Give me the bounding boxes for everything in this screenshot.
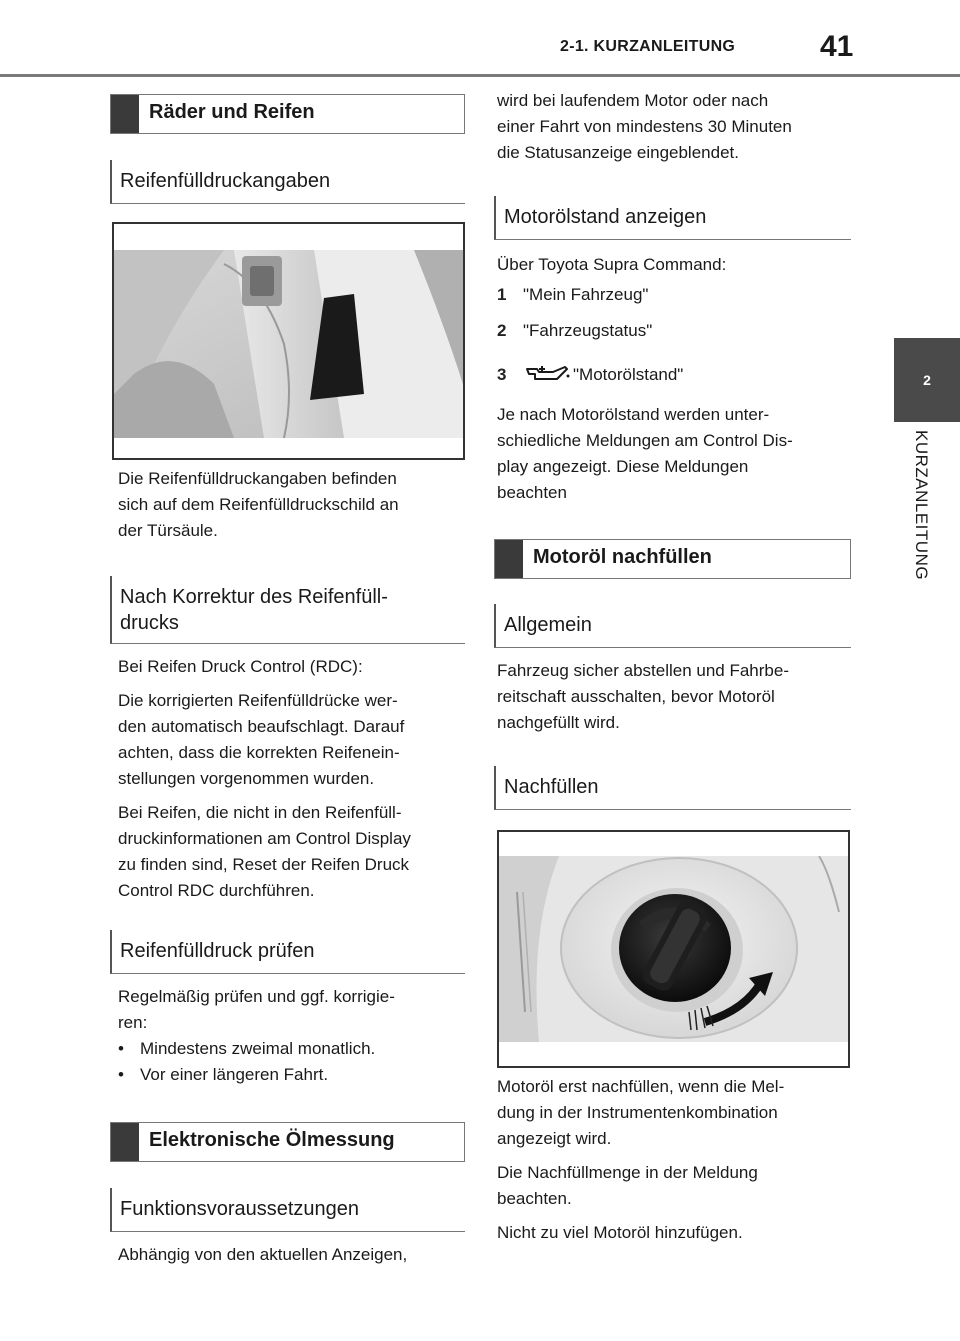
- subheading-motoroelstand-anzeigen: [494, 196, 851, 240]
- step-number: 1: [497, 285, 507, 304]
- text-line: Regelmäßig prüfen und ggf. korrigie-: [118, 987, 395, 1006]
- chapter-tab-number: 2: [894, 338, 960, 422]
- text-line: Motoröl erst nachfüllen, wenn die Mel-: [497, 1077, 785, 1096]
- step-2: [497, 318, 857, 344]
- heading-bar: [495, 540, 523, 578]
- paragraph-depending-on-displays: [118, 1242, 468, 1268]
- text-line: drucks: [120, 612, 179, 634]
- heading-elektronische-oelmessung: [110, 1122, 465, 1162]
- paragraph-fill-amount: [497, 1160, 857, 1212]
- text-line: Bei Reifen, die nicht in den Reifenfüll-: [118, 803, 402, 822]
- bullet-item: • Vor einer längeren Fahrt.: [118, 1065, 329, 1084]
- subheading-text: Reifenfülldruck prüfen: [120, 940, 315, 962]
- subheading-reifenfuelldruckangaben: [110, 160, 465, 204]
- heading-text: Räder und Reifen: [149, 101, 315, 123]
- text-line: einer Fahrt von mindestens 30 Minuten: [497, 117, 792, 136]
- text-line: nachgefüllt wird.: [497, 713, 620, 732]
- step-text: "Fahrzeugstatus": [523, 321, 653, 340]
- subheading-text: Funktionsvoraussetzungen: [120, 1198, 360, 1220]
- subheading-funktionsvoraussetzungen: [110, 1188, 465, 1232]
- bullet-item: • Mindestens zweimal monatlich.: [118, 1039, 376, 1058]
- subheading-reifenfuelldruck-pruefen: [110, 930, 465, 974]
- text-line: Nach Korrektur des Reifenfüll-: [120, 586, 388, 608]
- paragraph-reset-rdc: [118, 800, 468, 904]
- step-1: [497, 282, 857, 308]
- subheading-text: Reifenfülldruckangaben: [120, 170, 331, 192]
- text-line: reitschaft ausschalten, bevor Motoröl: [497, 687, 775, 706]
- text-line: Control RDC durchführen.: [118, 881, 315, 900]
- step-3: [497, 362, 857, 388]
- heading-bar: [111, 1123, 139, 1161]
- text-line: Die korrigierten Reifenfülldrücke wer-: [118, 691, 398, 710]
- oil-can-icon: [523, 363, 571, 385]
- text-line: wird bei laufendem Motor oder nach: [497, 91, 769, 110]
- text-line: angezeigt wird.: [497, 1129, 612, 1148]
- step-text: "Mein Fahrzeug": [523, 285, 649, 304]
- subheading-text: [120, 584, 388, 636]
- subheading-text: Nachfüllen: [504, 776, 599, 798]
- subheading-allgemein: [494, 604, 851, 648]
- text-line: dung in der Instrumentenkombination: [497, 1103, 778, 1122]
- step-number: 2: [497, 321, 507, 340]
- page-number: 41: [820, 30, 854, 63]
- subheading-nachfuellen: [494, 766, 851, 810]
- paragraph-supra-command: [497, 252, 857, 278]
- text-line: zu finden sind, Reset der Reifen Druck: [118, 855, 410, 874]
- text-line: Abhängig von den aktuellen Anzeigen,: [118, 1245, 408, 1264]
- text-line: Die Nachfüllmenge in der Meldung: [497, 1163, 758, 1182]
- text-line: Bei Reifen Druck Control (RDC):: [118, 657, 363, 676]
- subheading-text: Allgemein: [504, 614, 592, 636]
- text-line: Die Reifenfülldruckangaben befinden: [118, 469, 397, 488]
- text-line: play angezeigt. Diese Meldungen: [497, 457, 749, 476]
- text-line: Fahrzeug sicher abstellen und Fahrbe-: [497, 661, 789, 680]
- text-line: Über Toyota Supra Command:: [497, 255, 727, 274]
- heading-text: Elektronische Ölmessung: [149, 1129, 395, 1151]
- step-text: "Motorölstand": [573, 365, 684, 384]
- figure-oil-filler-cap: [497, 830, 850, 1068]
- text-line: beachten.: [497, 1189, 572, 1208]
- text-line: die Statusanzeige eingeblendet.: [497, 143, 739, 162]
- text-line: ren:: [118, 1013, 148, 1032]
- figure-door-pillar-tire-label: [112, 222, 465, 460]
- text-line: achten, dass die korrekten Reifenein-: [118, 743, 400, 762]
- running-header-section: 2-1. KURZANLEITUNG: [560, 38, 736, 55]
- paragraph-corrected-pressures: [118, 688, 468, 792]
- heading-bar: [111, 95, 139, 133]
- bullet-text: Mindestens zweimal monatlich.: [140, 1039, 376, 1058]
- text-line: der Türsäule.: [118, 521, 218, 540]
- door-pillar-illustration: [114, 224, 463, 458]
- bullet-text: Vor einer längeren Fahrt.: [140, 1065, 329, 1084]
- paragraph-status-display: [497, 88, 857, 166]
- text-line: beachten: [497, 483, 567, 502]
- heading-motoroel-nachfuellen: [494, 539, 851, 579]
- chapter-tab-label: KURZANLEITUNG: [912, 430, 931, 581]
- paragraph-not-too-much: Nicht zu viel Motoröl hinzufügen.: [497, 1223, 743, 1242]
- text-line: schiedliche Meldungen am Control Dis-: [497, 431, 793, 450]
- text-line: stellungen vorgenommen wurden.: [118, 769, 375, 788]
- subheading-text: Motorölstand anzeigen: [504, 206, 707, 228]
- paragraph-pressure-location: [118, 466, 468, 544]
- paragraph-fill-when-message: [497, 1074, 857, 1246]
- text-line: druckinformationen am Control Display: [118, 829, 411, 848]
- step-number: 3: [497, 365, 507, 384]
- subheading-nach-korrektur: [110, 576, 465, 644]
- text-line: den automatisch beaufschlagt. Darauf: [118, 717, 405, 736]
- heading-text: Motoröl nachfüllen: [533, 546, 712, 568]
- oil-filler-cap-illustration: [499, 832, 848, 1066]
- paragraph-check-regularly: [118, 984, 468, 1088]
- paragraph-rdc: [118, 654, 468, 904]
- heading-raeder-und-reifen: [110, 94, 465, 134]
- text-line: sich auf dem Reifenfülldruckschild an: [118, 495, 399, 514]
- paragraph-park-safely: [497, 658, 857, 736]
- paragraph-messages: [497, 402, 857, 506]
- header-rule: [0, 74, 960, 77]
- text-line: Je nach Motorölstand werden unter-: [497, 405, 770, 424]
